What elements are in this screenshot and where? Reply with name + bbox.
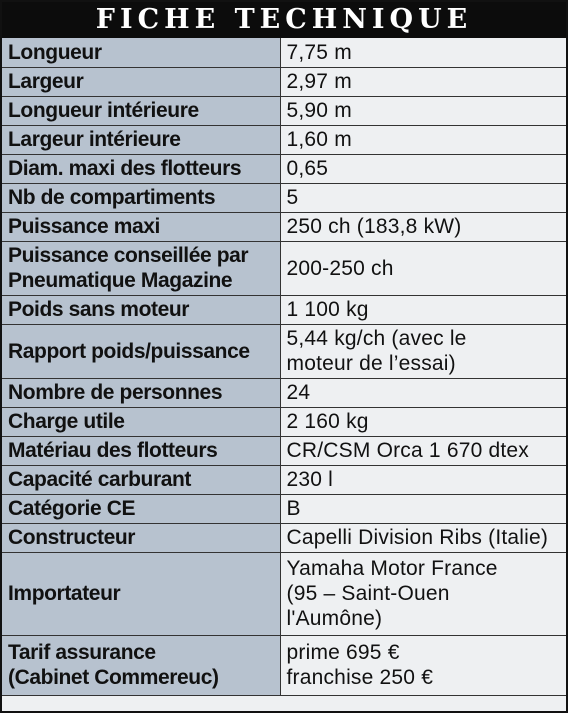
spec-row xyxy=(2,125,566,154)
spec-value xyxy=(280,407,566,436)
spec-value-line: CR/CSM Orca 1 670 dtex xyxy=(286,439,529,462)
spec-value-line: 5,44 kg/ch (avec le xyxy=(286,327,467,350)
spec-row xyxy=(2,436,566,465)
spec-value xyxy=(280,324,566,378)
spec-label-line: Pneumatique Magazine xyxy=(8,269,233,292)
spec-label-line: Nombre de personnes xyxy=(8,381,223,404)
spec-value-line: franchise 250 € xyxy=(286,666,434,689)
spec-value-line: 24 xyxy=(286,381,311,404)
spec-value-line: 250 ch (183,8 kW) xyxy=(286,215,462,238)
spec-label-line: Longueur xyxy=(8,40,102,64)
spec-label xyxy=(2,552,280,635)
spec-value xyxy=(280,494,566,523)
spec-row xyxy=(2,552,566,635)
spec-label xyxy=(2,324,280,378)
spec-label-line: Catégorie CE xyxy=(8,497,136,520)
spec-value-line: moteur de l’essai) xyxy=(286,352,456,375)
spec-label-line: Longueur intérieure xyxy=(8,99,199,122)
spec-value-line: 230 l xyxy=(286,468,334,491)
spec-value xyxy=(280,436,566,465)
spec-row xyxy=(2,154,566,183)
spec-label-line: (Cabinet Commereuc) xyxy=(8,666,219,689)
spec-row xyxy=(2,635,566,695)
spec-row xyxy=(2,241,566,295)
spec-value xyxy=(280,241,566,295)
spec-row xyxy=(2,523,566,552)
spec-row xyxy=(2,494,566,523)
spec-value-line: l'Aumône) xyxy=(286,607,383,630)
spec-value xyxy=(280,295,566,324)
spec-value-line: 5 xyxy=(286,186,299,209)
spec-label xyxy=(2,523,280,552)
spec-value-line: Capelli Division Ribs (Italie) xyxy=(286,526,549,549)
spec-label-line: Rapport poids/puissance xyxy=(8,339,250,363)
spec-label xyxy=(2,38,280,67)
spec-label xyxy=(2,465,280,494)
spec-label xyxy=(2,635,280,695)
spec-label-line: Puissance conseillée par xyxy=(8,244,249,267)
spec-value-line: Yamaha Motor France xyxy=(286,557,498,580)
spec-value xyxy=(280,183,566,212)
spec-label-line: Diam. maxi des flotteurs xyxy=(8,157,242,180)
spec-label xyxy=(2,212,280,241)
spec-row xyxy=(2,96,566,125)
spec-label-line: Largeur intérieure xyxy=(8,128,181,151)
spec-row xyxy=(2,38,566,67)
spec-label-line: Capacité carburant xyxy=(8,468,192,491)
spec-label-line: Poids sans moteur xyxy=(8,298,190,321)
spec-label xyxy=(2,436,280,465)
spec-value-line: 5,90 m xyxy=(286,99,352,122)
spec-label xyxy=(2,96,280,125)
spec-label xyxy=(2,183,280,212)
spec-label xyxy=(2,494,280,523)
spec-row xyxy=(2,183,566,212)
spec-label xyxy=(2,407,280,436)
spec-label-line: Nb de compartiments xyxy=(8,186,216,209)
spec-value xyxy=(280,154,566,183)
spec-label xyxy=(2,295,280,324)
sheet-title: FICHE TECHNIQUE xyxy=(2,2,566,38)
spec-value xyxy=(280,465,566,494)
spec-row xyxy=(2,378,566,407)
spec-label-line: Tarif assurance xyxy=(8,641,156,664)
spec-label xyxy=(2,125,280,154)
spec-table-body xyxy=(2,38,566,695)
spec-value-line: (95 – Saint-Ouen xyxy=(286,582,450,605)
spec-value xyxy=(280,125,566,154)
spec-label-line: Importateur xyxy=(8,582,121,605)
spec-label xyxy=(2,67,280,96)
spec-value xyxy=(280,67,566,96)
spec-value xyxy=(280,96,566,125)
spec-value-line: prime 695 € xyxy=(286,641,400,664)
spec-label-line: Largeur xyxy=(8,70,84,93)
spec-value xyxy=(280,212,566,241)
spec-value xyxy=(280,38,566,67)
spec-value xyxy=(280,635,566,695)
spec-label xyxy=(2,154,280,183)
spec-value xyxy=(280,378,566,407)
spec-value-line: 2 160 kg xyxy=(286,410,369,433)
spec-row xyxy=(2,465,566,494)
spec-value-line: B xyxy=(286,497,301,520)
spec-value-line: 7,75 m xyxy=(286,40,352,64)
spec-row xyxy=(2,324,566,378)
spec-row xyxy=(2,407,566,436)
spec-row xyxy=(2,212,566,241)
spec-label xyxy=(2,241,280,295)
spec-label xyxy=(2,378,280,407)
spec-value-line: 2,97 m xyxy=(286,70,352,93)
spec-table xyxy=(2,38,566,696)
spec-row xyxy=(2,295,566,324)
spec-value-line: 1 100 kg xyxy=(286,298,369,321)
spec-value xyxy=(280,552,566,635)
spec-value-line: 1,60 m xyxy=(286,128,352,151)
spec-row xyxy=(2,67,566,96)
spec-value-line: 0,65 xyxy=(286,157,329,180)
spec-label-line: Constructeur xyxy=(8,526,136,549)
spec-label-line: Matériau des flotteurs xyxy=(8,439,218,462)
spec-value xyxy=(280,523,566,552)
spec-label-line: Puissance maxi xyxy=(8,215,160,238)
spec-value-line: 200-250 ch xyxy=(286,256,394,280)
spec-label-line: Charge utile xyxy=(8,410,125,433)
